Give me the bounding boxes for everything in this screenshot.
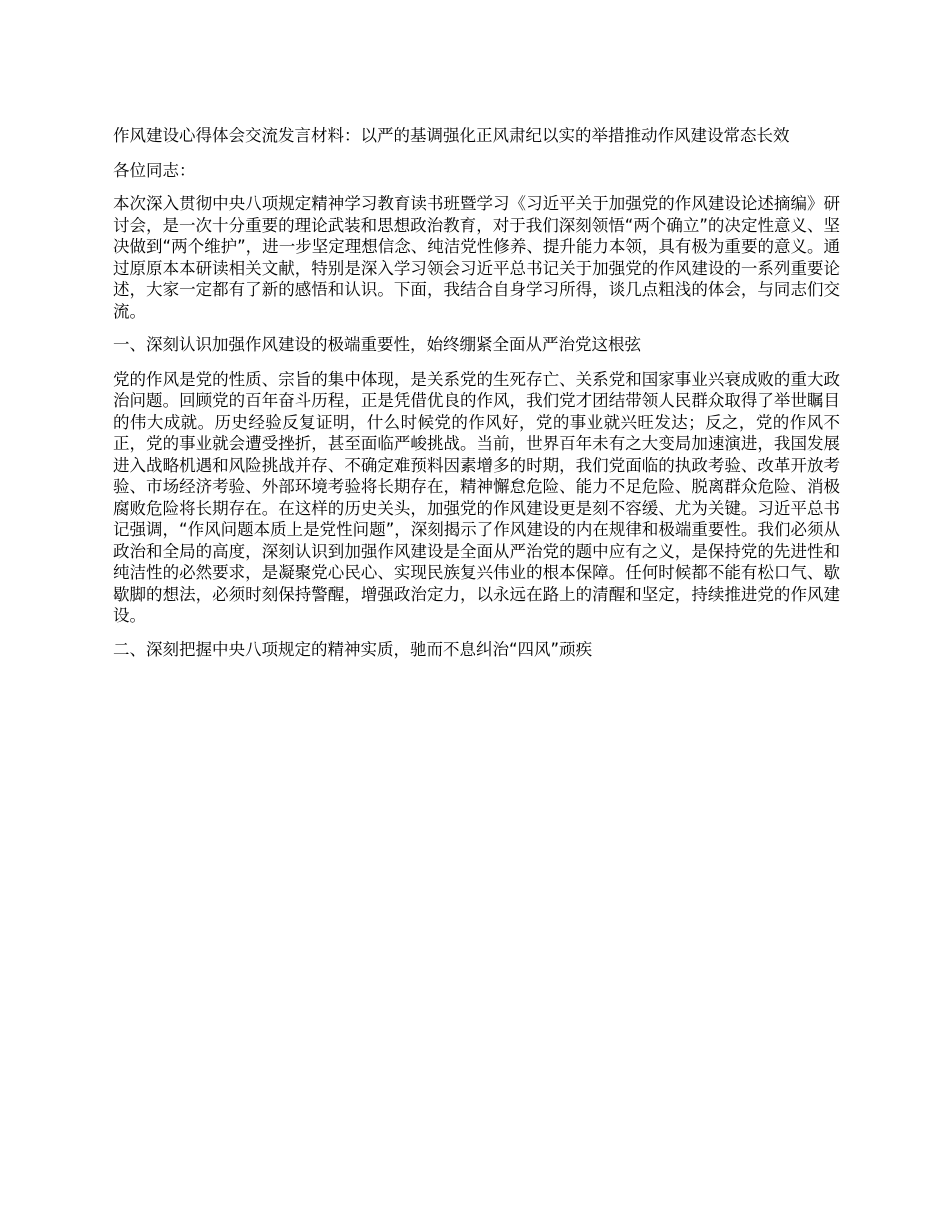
greeting: 各位同志：: [113, 160, 196, 180]
intro-paragraph: 本次深入贯彻中央八项规定精神学习教育读书班暨学习《习近平关于加强党的作风建设论述摘编》研讨会，是一次十分重要的理论武装和思想政治教育，对于我们深刻领悟“两个确立”的决定性意义、坚决做到“两个维护”，进一步坚定理想信念、纯洁党性修养、提升能力本领，具有极为重要的意义。通过原原本本研读相关文献，特别是深入学习领会习近平总书记关于加强党的作风建设的一系列重要论述，大家一定都有了新的感悟和认识。下面，我结合自身学习所得，谈几点粗浅的体会，与同志们交流。: [113, 194, 840, 321]
section-2-heading: 二、深刻把握中央八项规定的精神实质，驰而不息纠治“四风”顽疾: [113, 639, 593, 659]
document-page: [113, 125, 840, 673]
section-1-heading: 一、深刻认识加强作风建设的极端重要性，始终绷紧全面从严治党这根弦: [113, 335, 641, 354]
document-title: 作风建设心得体会交流发言材料：以严的基调强化正风肃纪以实的举措推动作风建设常态长效: [113, 126, 790, 145]
section-1-paragraph: 党的作风是党的性质、宗旨的集中体现，是关系党的生死存亡、关系党和国家事业兴衰成败的重大政治问题。回顾党的百年奋斗历程，正是凭借优良的作风，我们党才团结带领人民群众取得了举世瞩目的伟大成就。历史经验反复证明，什么时候党的作风好，党的事业就兴旺发达；反之，党的作风不正，党的事业就会遭受挫折，甚至面临严峻挑战。当前，世界百年未有之大变局加速演进，我国发展进入战略机遇和风险挑战并存、不确定难预料因素增多的时期，我们党面临的执政考验、改革开放考验、市场经济考验、外部环境考验将长期存在，精神懈怠危险、能力不足危险、脱离群众危险、消极腐败危险将长期存在。在这样的历史关头，加强党的作风建设更是刻不容缓、尤为关键。习近平总书记强调，“作风问题本质上是党性问题”，深刻揭示了作风建设的内在规律和极端重要性。我们必须从政治和全局的高度，深刻认识到加强作风建设是全面从严治党的题中应有之义，是保持党的先进性和纯洁性的必然要求，是凝聚党心民心、实现民族复兴伟业的根本保障。任何时候都不能有松口气、歇歇脚的想法，必须时刻保持警醒，增强政治定力，以永远在路上的清醒和坚定，持续推进党的作风建设。: [113, 369, 840, 625]
